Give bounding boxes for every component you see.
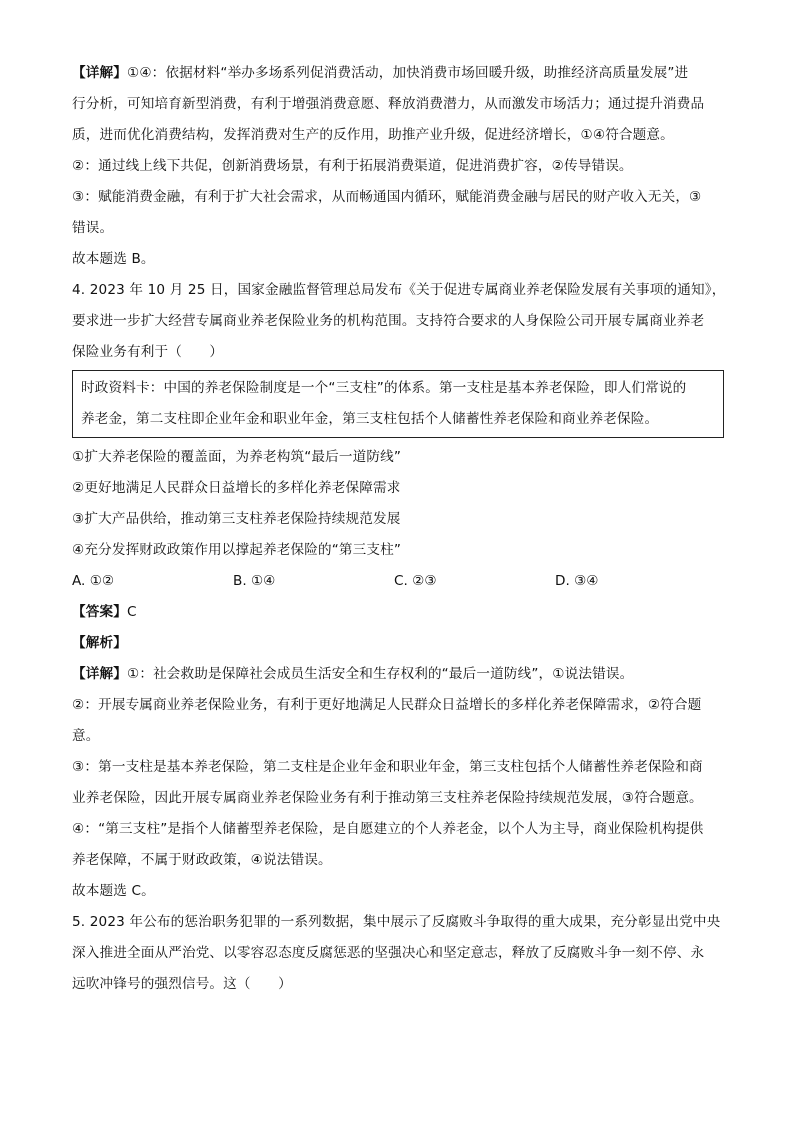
card-line-1: 时政资料卡：中国的养老保险制度是一个“三支柱”的体系。第一支柱是基本养老保险，即人们常说的 [81, 380, 687, 396]
detail-tag: 【详解】 [72, 666, 127, 682]
q5-stem-line-2: 深入推进全面从严治党、以零容忍态度反腐惩恶的坚强决心和坚定意志，释放了反腐败斗争一刻不停、永 [72, 945, 705, 961]
q3-detail-line-6: 错误。 [72, 220, 114, 236]
q3-detail-line-5: ③：赋能消费金融，有利于扩大社会需求，从而畅通国内循环，赋能消费金融与居民的财产收入无关，③ [72, 189, 702, 205]
analysis-tag: 【解析】 [72, 635, 127, 651]
q3-conclusion: 故本题选 B。 [72, 251, 155, 267]
q3-detail-text-1: ①④：依据材料“举办多场系列促消费活动，加快消费市场回暖升级，助推经济高质量发展”进 [126, 65, 689, 81]
q4-stem-line-3: 保险业务有利于（ ） [72, 344, 224, 360]
answer-value: C [126, 604, 137, 620]
q3-detail-line-2: 行分析，可知培育新型消费，有利于增强消费意愿、释放消费潜力，从而激发市场活力；通过提升消费品 [72, 96, 705, 112]
option-a: A. ①② [72, 573, 115, 589]
q4-detail-line-2: ②：开展专属商业养老保险业务，有利于更好地满足人民群众日益增长的多样化养老保障需求，②符合题 [72, 697, 702, 713]
q4-analysis [72, 628, 724, 659]
q4-detail-line-1 [72, 659, 724, 690]
q4-detail-line-5: 业养老保险，因此开展专属商业养老保险业务有利于推动第三支柱养老保险持续规范发展，③符合题意。 [72, 790, 703, 806]
q4-item-3: ③扩大产品供给，推动第三支柱养老保险持续规范发展 [72, 511, 401, 527]
answer-tag: 【答案】 [72, 604, 127, 620]
q4-detail-line-3: 意。 [72, 728, 100, 744]
q4-conclusion: 故本题选 C。 [72, 883, 155, 899]
option-c: C. ②③ [394, 573, 437, 589]
q4-answer [72, 597, 724, 628]
q4-item-1: ①扩大养老保险的覆盖面，为养老构筑“最后一道防线” [72, 449, 402, 465]
q4-detail-line-6: ④：“第三支柱”是指个人储蓄型养老保险，是自愿建立的个人养老金，以个人为主导，商业保险机构提供 [72, 821, 704, 837]
q3-detail-line-1 [72, 58, 724, 89]
q4-item-2: ②更好地满足人民群众日益增长的多样化养老保障需求 [72, 480, 401, 496]
q4-detail-line-7: 养老保障，不属于财政政策，④说法错误。 [72, 852, 332, 868]
q4-detail-text-1: ①：社会救助是保障社会成员生活安全和生存权利的“最后一道防线”，①说法错误。 [126, 666, 634, 682]
q4-stem-line-2: 要求进一步扩大经营专属商业养老保险业务的机构范围。支持符合要求的人身保险公司开展专属商业养老 [72, 313, 705, 329]
q4-item-4: ④充分发挥财政政策作用以撑起养老保险的“第三支柱” [72, 542, 402, 558]
q4-detail-line-4: ③：第一支柱是基本养老保险，第二支柱是企业年金和职业年金，第三支柱包括个人储蓄性养老保险和商 [72, 759, 703, 775]
document-page [72, 58, 724, 1000]
q5-stem-line-3: 远吹冲锋号的强烈信号。这（ ） [72, 976, 292, 992]
q4-stem-line-1: 4. 2023 年 10 月 25 日，国家金融监督管理总局发布《关于促进专属商业养老保险发展有关事项的通知》， [72, 282, 726, 298]
q3-detail-line-3: 质，进而优化消费结构，发挥消费对生产的反作用，助推产业升级，促进经济增长，①④符合题意。 [72, 127, 674, 143]
option-b: B. ①④ [233, 573, 276, 589]
card-line-2: 养老金，第二支柱即企业年金和职业年金，第三支柱包括个人储蓄性养老保险和商业养老保险。 [81, 411, 659, 427]
detail-tag: 【详解】 [72, 65, 127, 81]
q3-detail-line-4: ②：通过线上线下共促，创新消费场景，有利于拓展消费渠道，促进消费扩容，②传导错误。 [72, 158, 633, 174]
option-d: D. ③④ [555, 573, 599, 589]
policy-info-card [72, 370, 724, 438]
q5-stem-line-1: 5. 2023 年公布的惩治职务犯罪的一系列数据，集中展示了反腐败斗争取得的重大成果，充分彰显出党中央 [72, 914, 721, 930]
q4-options [72, 566, 724, 597]
